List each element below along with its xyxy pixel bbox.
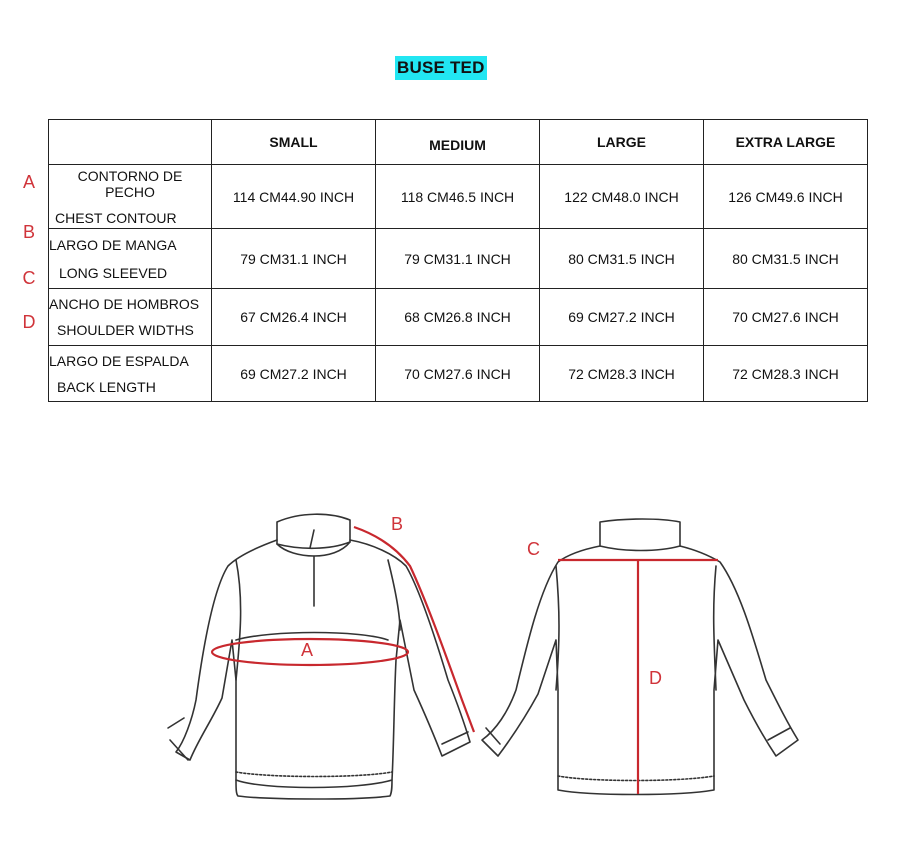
row-label-en: SHOULDER WIDTHS [57,322,194,338]
inch-value: 48.0 INCH [613,188,679,205]
inch-value: 46.5 INCH [448,188,515,205]
row-label-en: BACK LENGTH [57,378,156,395]
cm-value: 70 CM [732,309,774,325]
row-label-es: LARGO DE MANGA [49,236,177,253]
inch-value: 27.2 INCH [281,365,347,382]
cm-value: 80 CM [732,250,774,267]
inch-value: 31.1 INCH [281,250,347,267]
inch-value: 27.2 INCH [609,309,675,325]
diagram-label-c: C [527,539,540,559]
inch-value: 26.8 INCH [445,309,511,325]
row-marker-c: C [22,268,36,288]
cm-value: 126 CM [728,188,778,205]
page-title: BUSE TED [395,56,487,80]
diagram-label-d: D [649,668,662,688]
inch-value: 27.6 INCH [445,365,511,382]
inch-value: 44.90 INCH [280,188,355,205]
cm-value: 69 CM [240,365,282,382]
column-header-large: LARGE [540,120,704,165]
row-label-en: LONG SLEEVED [59,264,168,281]
column-header-extra-large: EXTRA LARGE [704,120,868,165]
row-label-es: ANCHO DE HOMBROS [49,296,200,312]
diagram-label-b: B [391,514,404,534]
row-label-es: LARGO DE ESPALDA [49,352,189,369]
row-label-en: CHEST CONTOUR [55,209,177,226]
cm-value: 122 CM [564,188,614,205]
cm-value: 72 CM [732,365,774,382]
cm-value: 69 CM [568,309,610,325]
column-header-medium: MEDIUM [376,120,540,165]
cm-value: 72 CM [568,365,610,382]
diagram-label-a: A [301,640,314,660]
cm-value: 118 CM [400,188,449,205]
inch-value: 28.3 INCH [609,365,675,382]
row-label-es: CONTORNO DE PECHO [77,167,183,200]
inch-value: 28.3 INCH [773,365,839,382]
inch-value: 31.5 INCH [609,250,675,267]
row-marker-a: A [22,172,35,192]
inch-value: 27.6 INCH [773,309,839,325]
row-marker-d: D [22,312,36,332]
cm-value: 67 CM [240,309,282,325]
cm-value: 80 CM [568,250,610,267]
inch-value: 31.5 INCH [773,250,839,267]
inch-value: 31.1 INCH [445,250,511,267]
row-marker-b: B [22,222,35,242]
cm-value: 114 CM [232,188,281,205]
cm-value: 79 CM [240,250,282,267]
inch-value: 26.4 INCH [281,309,347,325]
inch-value: 49.6 INCH [777,188,843,205]
cm-value: 70 CM [404,365,446,382]
front-sweatshirt-sketch [168,514,470,799]
column-header-small: SMALL [212,120,376,165]
cm-value: 79 CM [404,250,446,267]
cm-value: 68 CM [404,309,446,325]
